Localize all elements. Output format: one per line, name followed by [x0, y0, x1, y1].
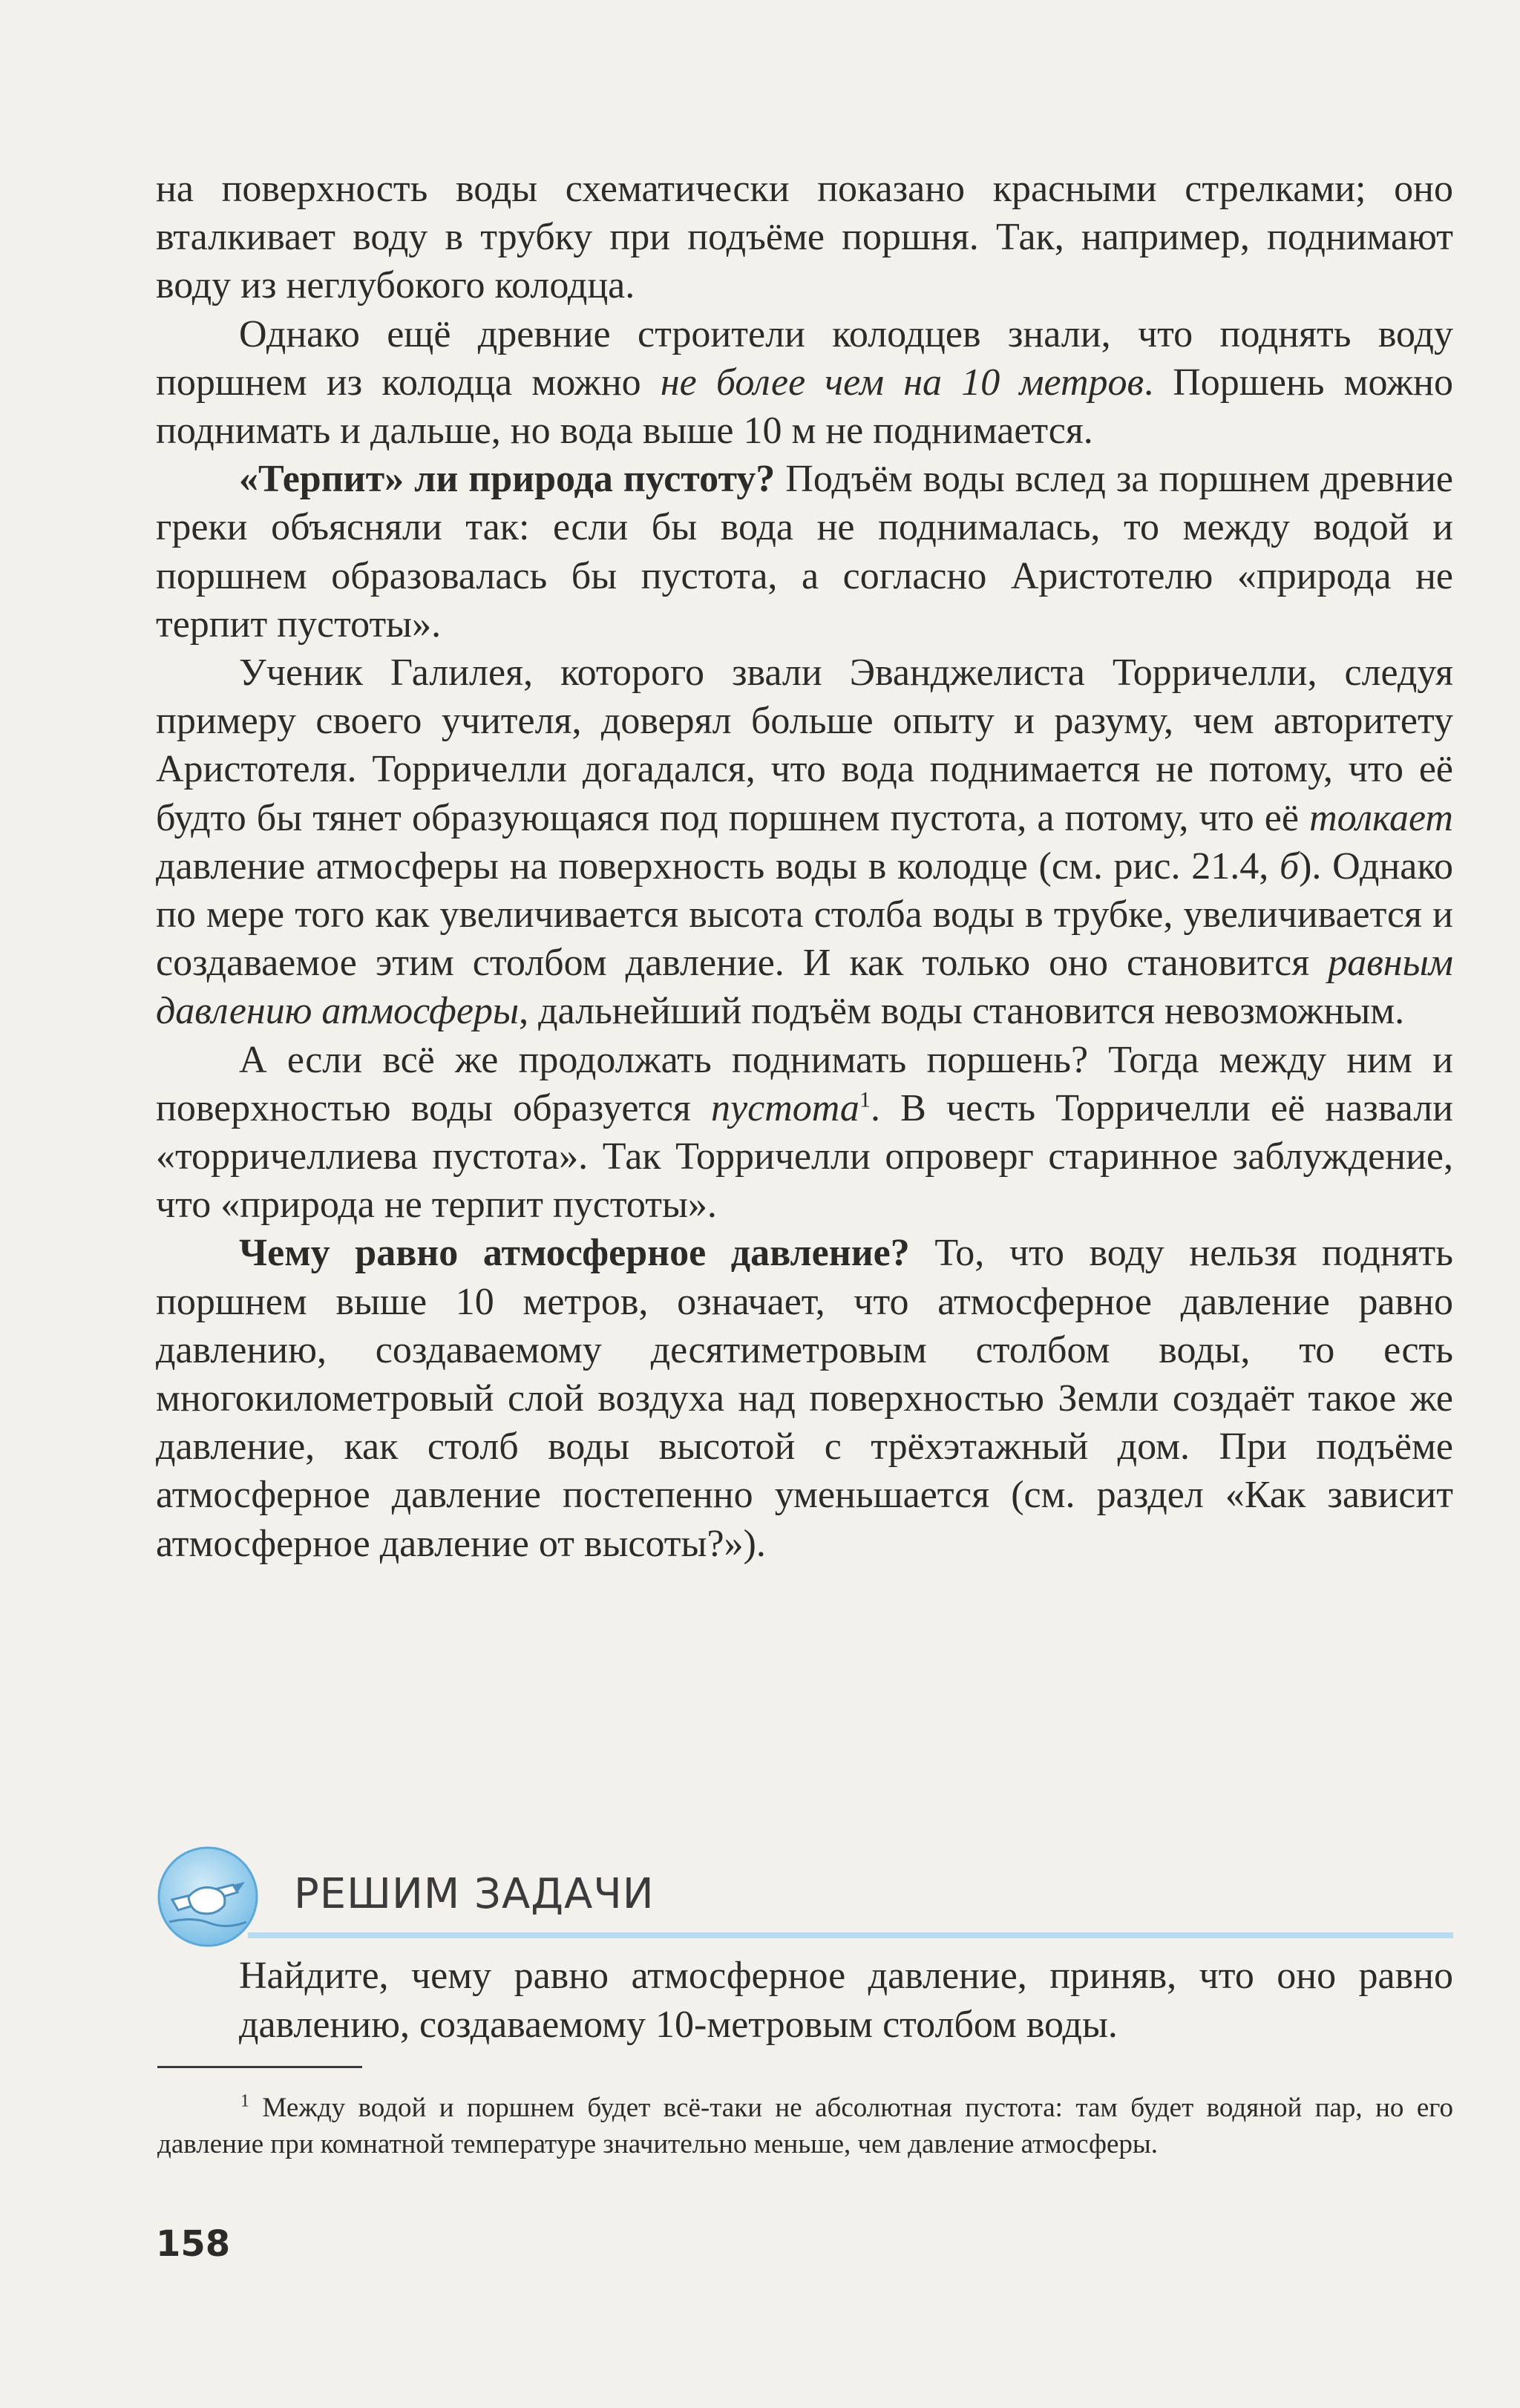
text-run: на поверхность воды схематически показано красными стрелками; оно вталкивает воду в трубку при подъёме поршня. Так, например, поднимают воду из неглубокого колодца.: [156, 168, 1453, 307]
pencil-hand-icon: [156, 1845, 260, 1949]
section-heading: Чему равно атмосферное давление?: [239, 1232, 910, 1275]
footnote: [157, 2090, 1453, 2162]
main-text: [156, 165, 1453, 1568]
text-run: , дальнейший подъём воды становится невозможным.: [519, 990, 1405, 1033]
task-section-header: [156, 1845, 1453, 1949]
text-run: ). Однако по мере того как увеличивается высота столба воды в трубке, увеличивается и создаваемое этим столбом давление. И как только оно становится: [156, 844, 1454, 985]
text-run: давление атмосферы на поверхность воды в колодце (см. рис. 21.4,: [156, 844, 1280, 888]
text-run: . В честь Торричелли её назвали «торричеллиева пустота». Так Торричелли опроверг старинное заблуждение, что «природа не терпит пустоты».: [156, 1086, 1453, 1227]
paragraph-5: [156, 1036, 1453, 1230]
paragraph-6: [156, 1229, 1453, 1567]
emphasis-text: толкает: [1309, 796, 1453, 839]
footnote-number: 1: [240, 2091, 249, 2111]
paragraph-2: [156, 310, 1453, 456]
task-section-title: РЕШИМ ЗАДАЧИ: [294, 1870, 655, 1918]
emphasis-text: равным давлению атмосферы: [156, 942, 1453, 1033]
paragraph-4: [156, 649, 1453, 1036]
emphasis-text: не более чем на 10 метров: [660, 361, 1144, 404]
task-divider: [248, 1932, 1453, 1938]
page-number: 158: [156, 2223, 231, 2265]
task-text: Найдите, чему равно атмосферное давление, приняв, что оно равно давлению, создаваемому 10-метровым столбом воды.: [239, 1955, 1453, 2046]
text-run: . Поршень можно поднимать и дальше, но вода выше 10 м не поднимается.: [156, 361, 1453, 453]
paragraph-3: [156, 455, 1453, 649]
text-run: Ученик Галилея, которого звали Эванджелиста Торричелли, следуя примеру своего учителя, доверял больше опыту и разуму, чем авторитету Аристотеля. Торричелли догадался, что вода поднимается не потому, что её будто бы тянет образующаяся под поршнем пустота, а потому, что её: [156, 652, 1453, 839]
text-run: То, что воду нельзя поднять поршнем выше 10 метров, означает, что атмосферное давление равно давлению, создаваемому десятиметровым столбом воды, то есть многокилометровый слой воздуха над поверхностью Земли создаёт такое же давление, как столб воды высотой с трёхэтажный дом. При подъёме атмосферное давление постепенно уменьшается (см. раздел «Как зависит атмосферное давление от высоты?»).: [156, 1232, 1453, 1565]
text-run: Однако ещё древние строители колодцев знали, что поднять воду поршнем из колодца можно: [156, 312, 1453, 404]
text-run: А если всё же продолжать поднимать поршень? Тогда между ним и поверхностью воды образуется: [156, 1038, 1453, 1129]
footnote-text: Между водой и поршнем будет всё-таки не абсолютная пустота: там будет водяной пар, но его давление при комнатной температуре значительно меньше, чем давление атмосферы.: [157, 2093, 1453, 2159]
section-heading: «Терпит» ли природа пустоту?: [239, 458, 776, 501]
emphasis-text: б: [1279, 844, 1300, 888]
footnote-divider: [157, 2066, 362, 2068]
text-run: Подъём воды вслед за поршнем древние греки объясняли так: если бы вода не поднималась, то между водой и поршнем образовалась бы пустота, а согласно Аристотелю «природа не терпит пустоты».: [156, 458, 1453, 646]
footnote-marker[interactable]: 1: [859, 1087, 871, 1112]
emphasis-text: пустота: [711, 1086, 859, 1129]
paragraph-1: [156, 165, 1453, 310]
